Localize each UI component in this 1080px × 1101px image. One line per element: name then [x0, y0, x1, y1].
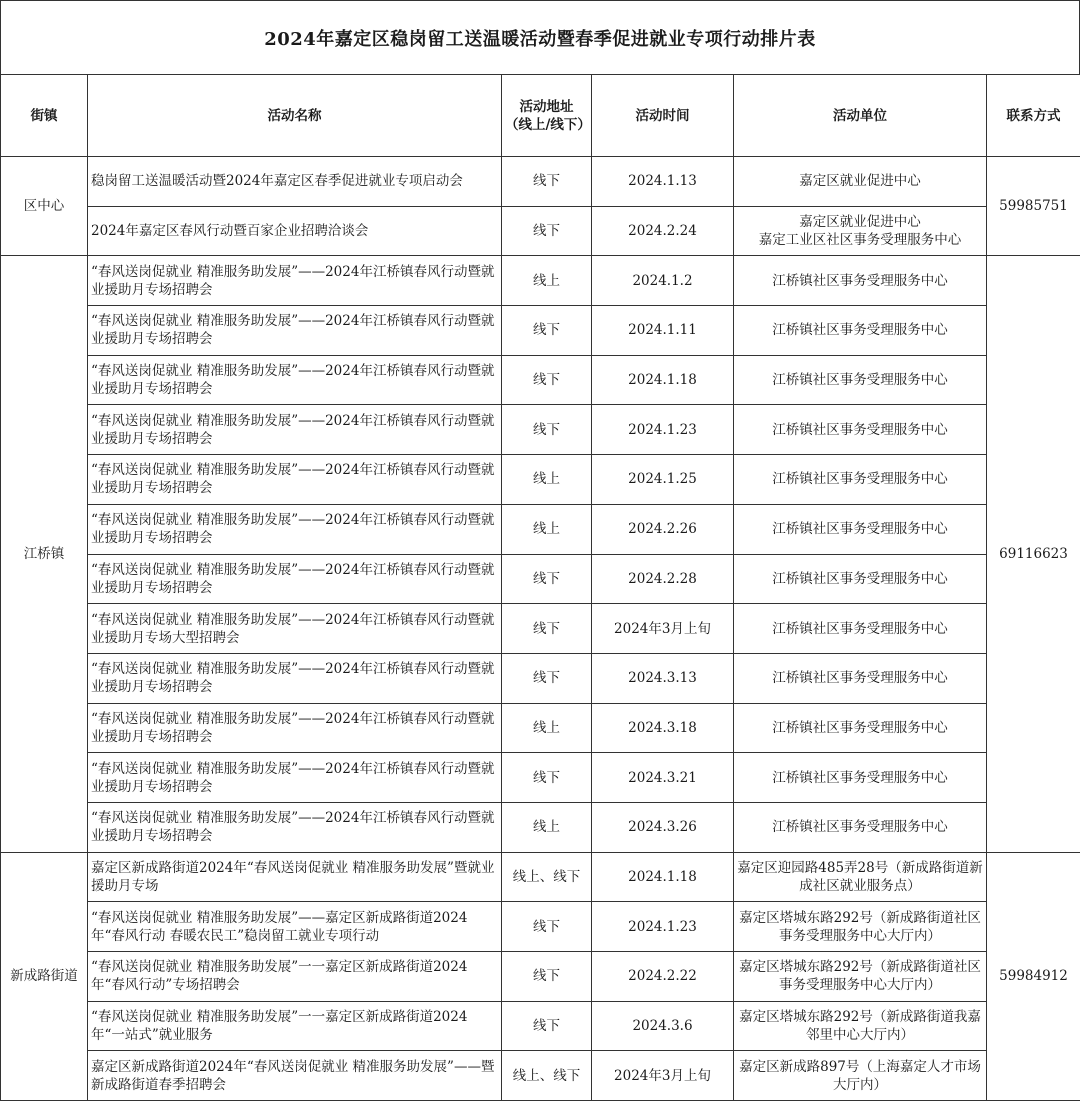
activity-org-cell: 嘉定区就业促进中心 嘉定工业区社区事务受理服务中心: [734, 206, 987, 256]
table-row: [1, 157, 1080, 207]
activity-time-cell: 2024.2.26: [592, 504, 734, 554]
activity-mode-cell: 线上: [502, 455, 592, 505]
activity-name-cell: “春风送岗促就业 精准服务助发展”——2024年江桥镇春风行动暨就业援助月专场招聘会: [88, 306, 502, 356]
header-contact: 联系方式: [987, 75, 1080, 157]
table-row: [1, 653, 1080, 703]
activity-name-cell: 嘉定区新成路街道2024年“春风送岗促就业 精准服务助发展”暨就业援助月专场: [88, 852, 502, 902]
table-row: [1, 554, 1080, 604]
header-name: 活动名称: [88, 75, 502, 157]
activity-org-cell: 江桥镇社区事务受理服务中心: [734, 504, 987, 554]
activity-org-cell: 嘉定区迎园路485弄28号（新成路街道新成社区就业服务点）: [734, 852, 987, 902]
activity-mode-cell: 线下: [502, 405, 592, 455]
table-row: [1, 256, 1080, 306]
header-mode: 活动地址 （线上/线下）: [502, 75, 592, 157]
activity-mode-cell: 线下: [502, 1001, 592, 1051]
activity-name-cell: “春风送岗促就业 精准服务助发展”——2024年江桥镇春风行动暨就业援助月专场招聘会: [88, 504, 502, 554]
town-cell: 新成路街道: [1, 852, 88, 1100]
town-cell: 区中心: [1, 157, 88, 256]
activity-time-cell: 2024.1.2: [592, 256, 734, 306]
table-row: [1, 852, 1080, 902]
activity-org-cell: 嘉定区塔城东路292号（新成路街道社区事务受理服务中心大厅内）: [734, 952, 987, 1002]
activity-time-cell: 2024.1.11: [592, 306, 734, 356]
activity-time-cell: 2024.1.13: [592, 157, 734, 207]
activity-mode-cell: 线上: [502, 256, 592, 306]
activity-name-cell: “春风送岗促就业 精准服务助发展”一一嘉定区新成路街道2024年“一站式”就业服务: [88, 1001, 502, 1051]
schedule-table: [0, 74, 1080, 1101]
activity-mode-cell: 线下: [502, 902, 592, 952]
table-row: [1, 703, 1080, 753]
activity-mode-cell: 线下: [502, 952, 592, 1002]
activity-name-cell: 嘉定区新成路街道2024年“春风送岗促就业 精准服务助发展”——暨新成路街道春季招聘会: [88, 1051, 502, 1101]
activity-time-cell: 2024.3.26: [592, 802, 734, 852]
contact-cell: 69116623: [987, 256, 1080, 852]
table-row: [1, 604, 1080, 654]
activity-mode-cell: 线上、线下: [502, 1051, 592, 1101]
activity-name-cell: “春风送岗促就业 精准服务助发展”——嘉定区新成路街道2024年“春风行动 春暖农民工”稳岗留工就业专项行动: [88, 902, 502, 952]
activity-name-cell: “春风送岗促就业 精准服务助发展”——2024年江桥镇春风行动暨就业援助月专场招聘会: [88, 405, 502, 455]
activity-time-cell: 2024年3月上旬: [592, 604, 734, 654]
header-time: 活动时间: [592, 75, 734, 157]
activity-org-cell: 江桥镇社区事务受理服务中心: [734, 703, 987, 753]
table-row: [1, 206, 1080, 256]
contact-cell: 59984912: [987, 852, 1080, 1100]
title-bar: [0, 0, 1080, 74]
activity-org-cell: 江桥镇社区事务受理服务中心: [734, 355, 987, 405]
activity-mode-cell: 线下: [502, 355, 592, 405]
activity-time-cell: 2024.3.18: [592, 703, 734, 753]
table-row: [1, 952, 1080, 1002]
table-row: [1, 753, 1080, 803]
activity-time-cell: 2024.2.28: [592, 554, 734, 604]
activity-time-cell: 2024.3.13: [592, 653, 734, 703]
activity-time-cell: 2024.3.21: [592, 753, 734, 803]
activity-mode-cell: 线下: [502, 206, 592, 256]
contact-cell: 59985751: [987, 157, 1080, 256]
activity-mode-cell: 线上: [502, 703, 592, 753]
activity-time-cell: 2024年3月上旬: [592, 1051, 734, 1101]
activity-mode-cell: 线下: [502, 653, 592, 703]
table-row: [1, 1051, 1080, 1101]
activity-time-cell: 2024.1.25: [592, 455, 734, 505]
activity-org-cell: 江桥镇社区事务受理服务中心: [734, 753, 987, 803]
activity-org-cell: 江桥镇社区事务受理服务中心: [734, 554, 987, 604]
activity-name-cell: “春风送岗促就业 精准服务助发展”——2024年江桥镇春风行动暨就业援助月专场大型招聘会: [88, 604, 502, 654]
table-row: [1, 355, 1080, 405]
town-cell: 江桥镇: [1, 256, 88, 852]
activity-mode-cell: 线下: [502, 306, 592, 356]
activity-name-cell: “春风送岗促就业 精准服务助发展”——2024年江桥镇春风行动暨就业援助月专场招聘会: [88, 256, 502, 306]
header-town: 街镇: [1, 75, 88, 157]
activity-mode-cell: 线下: [502, 157, 592, 207]
table-row: [1, 306, 1080, 356]
activity-name-cell: “春风送岗促就业 精准服务助发展”一一嘉定区新成路街道2024年“春风行动”专场招聘会: [88, 952, 502, 1002]
activity-org-cell: 嘉定区塔城东路292号（新成路街道我嘉邻里中心大厅内）: [734, 1001, 987, 1051]
activity-name-cell: “春风送岗促就业 精准服务助发展”——2024年江桥镇春风行动暨就业援助月专场招聘会: [88, 703, 502, 753]
activity-time-cell: 2024.1.23: [592, 902, 734, 952]
activity-name-cell: “春风送岗促就业 精准服务助发展”——2024年江桥镇春风行动暨就业援助月专场招聘会: [88, 653, 502, 703]
activity-name-cell: “春风送岗促就业 精准服务助发展”——2024年江桥镇春风行动暨就业援助月专场招聘会: [88, 554, 502, 604]
activity-time-cell: 2024.1.18: [592, 355, 734, 405]
activity-time-cell: 2024.2.24: [592, 206, 734, 256]
activity-org-cell: 江桥镇社区事务受理服务中心: [734, 653, 987, 703]
activity-mode-cell: 线上: [502, 504, 592, 554]
activity-name-cell: 稳岗留工送温暖活动暨2024年嘉定区春季促进就业专项启动会: [88, 157, 502, 207]
activity-mode-cell: 线下: [502, 554, 592, 604]
header-org: 活动单位: [734, 75, 987, 157]
table-row: [1, 504, 1080, 554]
activity-time-cell: 2024.1.23: [592, 405, 734, 455]
activity-mode-cell: 线下: [502, 604, 592, 654]
activity-mode-cell: 线上、线下: [502, 852, 592, 902]
activity-name-cell: 2024年嘉定区春风行动暨百家企业招聘洽谈会: [88, 206, 502, 256]
activity-org-cell: 江桥镇社区事务受理服务中心: [734, 405, 987, 455]
activity-org-cell: 嘉定区新成路897号（上海嘉定人才市场大厅内）: [734, 1051, 987, 1101]
activity-mode-cell: 线上: [502, 802, 592, 852]
header-row: [1, 75, 1080, 157]
activity-org-cell: 江桥镇社区事务受理服务中心: [734, 306, 987, 356]
table-row: [1, 455, 1080, 505]
activity-time-cell: 2024.3.6: [592, 1001, 734, 1051]
activity-time-cell: 2024.1.18: [592, 852, 734, 902]
activity-name-cell: “春风送岗促就业 精准服务助发展”——2024年江桥镇春风行动暨就业援助月专场招聘会: [88, 802, 502, 852]
activity-name-cell: “春风送岗促就业 精准服务助发展”——2024年江桥镇春风行动暨就业援助月专场招聘会: [88, 455, 502, 505]
activity-org-cell: 江桥镇社区事务受理服务中心: [734, 802, 987, 852]
activity-org-cell: 嘉定区塔城东路292号（新成路街道社区事务受理服务中心大厅内）: [734, 902, 987, 952]
page-title: 2024年嘉定区稳岗留工送温暖活动暨春季促进就业专项行动排片表: [264, 28, 816, 50]
activity-name-cell: “春风送岗促就业 精准服务助发展”——2024年江桥镇春风行动暨就业援助月专场招聘会: [88, 355, 502, 405]
table-row: [1, 902, 1080, 952]
table-body: [1, 157, 1080, 1101]
activity-mode-cell: 线下: [502, 753, 592, 803]
table-row: [1, 1001, 1080, 1051]
table-row: [1, 405, 1080, 455]
activity-org-cell: 江桥镇社区事务受理服务中心: [734, 256, 987, 306]
activity-org-cell: 江桥镇社区事务受理服务中心: [734, 455, 987, 505]
table-row: [1, 802, 1080, 852]
activity-name-cell: “春风送岗促就业 精准服务助发展”——2024年江桥镇春风行动暨就业援助月专场招聘会: [88, 753, 502, 803]
activity-org-cell: 嘉定区就业促进中心: [734, 157, 987, 207]
activity-org-cell: 江桥镇社区事务受理服务中心: [734, 604, 987, 654]
activity-time-cell: 2024.2.22: [592, 952, 734, 1002]
